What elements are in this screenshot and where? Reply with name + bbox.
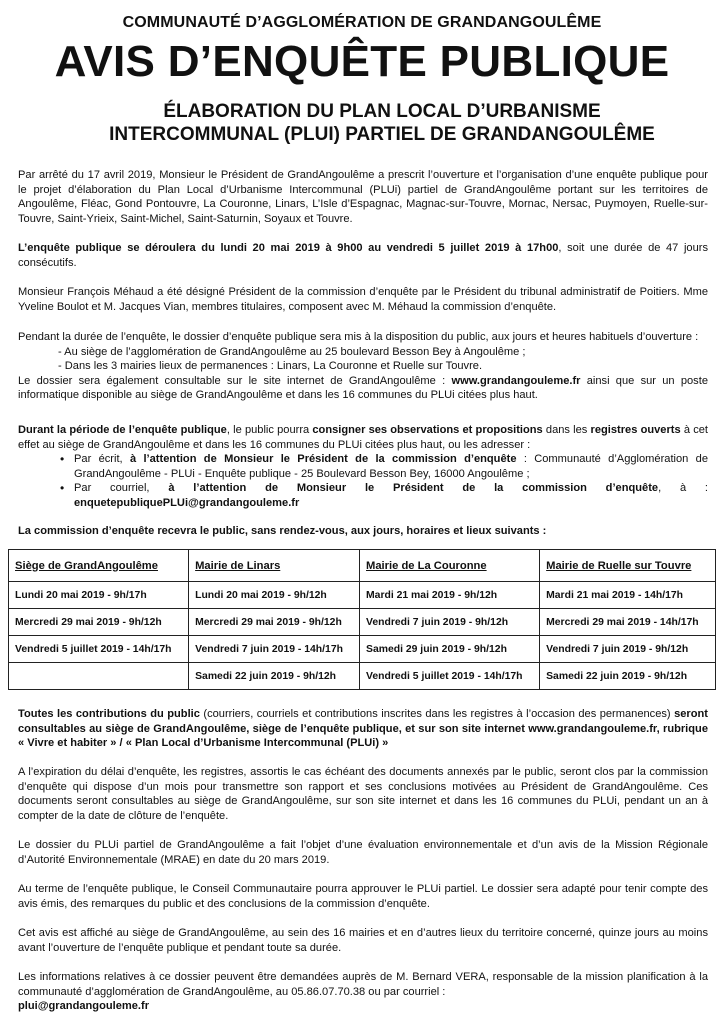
organization-name: COMMUNAUTÉ D’AGGLOMÉRATION DE GRANDANGOULÊME bbox=[122, 14, 602, 31]
contributions-text: (courriers, courriels et contributions inscrites dans les registres à l’occasion des permanences) bbox=[199, 708, 675, 720]
evaluation-text: Le dossier du PLUi partiel de GrandAngoulême a fait l’objet d’une évaluation environnementale et d’un avis de la Mission Régionale d’Autorité Environnementale (MRAE) en date du 20 mars 2019. bbox=[18, 839, 708, 866]
paragraph-availability bbox=[18, 330, 708, 403]
paragraph-closure bbox=[18, 765, 708, 823]
table-cell: Samedi 22 juin 2019 - 9h/12h bbox=[189, 663, 360, 690]
table-cell: Mercredi 29 mai 2019 - 9h/12h bbox=[189, 609, 360, 636]
table-cell: Samedi 22 juin 2019 - 9h/12h bbox=[540, 663, 716, 690]
table-row bbox=[9, 663, 716, 690]
registers-rest: à cet effet au siège de GrandAngoulême et dans les 16 communes du PLUi citées plus haut, ou les adresser : bbox=[18, 424, 708, 451]
email-prefix: Par courriel, bbox=[74, 482, 169, 494]
registers-text: dans les bbox=[542, 424, 591, 436]
email-recipient: à l’attention de Monsieur le Président de la commission d’enquête bbox=[168, 482, 659, 494]
table-cell: Lundi 20 mai 2019 - 9h/17h bbox=[9, 582, 189, 609]
contributions-consultable: seront consultables au siège de GrandAngoulême, siège de l’enquête publique, et sur son site internet www.grandangouleme.fr, rubrique « Vivre et habiter » / « Plan Local d’Urbanisme Intercommunal (PLUi) » bbox=[18, 708, 708, 749]
paragraph-commission bbox=[18, 285, 708, 314]
paragraph-schedule-intro bbox=[18, 524, 708, 539]
table-cell: Vendredi 7 juin 2019 - 14h/17h bbox=[189, 636, 360, 663]
col-header-siege: Siège de GrandAngoulême bbox=[9, 550, 189, 582]
table-cell: Vendredi 7 juin 2019 - 9h/12h bbox=[360, 609, 540, 636]
website-text-a: Le dossier sera également consultable sur le site internet de GrandAngoulême : bbox=[18, 374, 452, 387]
subtitle-line-1: ÉLABORATION DU PLAN LOCAL D’URBANISME bbox=[163, 101, 601, 122]
table-header-row bbox=[9, 550, 716, 582]
information-email[interactable]: plui@grandangouleme.fr bbox=[18, 1000, 150, 1012]
decree-text: Par arrêté du 17 avril 2019, Monsieur le Président de GrandAngoulême a prescrit l’ouverture et l’organisation d’une enquête publique pour le projet d’élaboration du Plan Local d’Urbanisme Intercommunal (PLUi) partiel de GrandAngoulême portant sur les territoires de Angoulême, Fléac, Gond Pontouvre, La Couronne, Linars, L’Isle d’Espagnac, Magnac-sur-Touvre, Mornac, Nersac, Puymoyen, Ruelle-sur-Touvre, Saint-Yrieix, Saint-Michel, Saint-Saturnin, Soyaux et Touvre. bbox=[18, 169, 708, 225]
col-header-linars: Mairie de Linars bbox=[189, 550, 360, 582]
information-text: Les informations relatives à ce dossier peuvent être demandées auprès de M. Bernard VERA, responsable de la mission planification à la communauté d’agglomération de GrandAngoulême, au 05.86.07.70.38 ou par courriel : bbox=[18, 971, 708, 998]
email-to: , à : bbox=[658, 482, 709, 494]
table-cell: Lundi 20 mai 2019 - 9h/12h bbox=[189, 582, 360, 609]
table-cell: Mercredi 29 mai 2019 - 14h/17h bbox=[540, 609, 716, 636]
table-cell: Mardi 21 mai 2019 - 14h/17h bbox=[540, 582, 716, 609]
paragraph-dates bbox=[18, 241, 708, 270]
closure-text: A l’expiration du délai d’enquête, les registres, assortis le cas échéant des documents annexés par le public, seront clos par la commission d’enquête qui dispose d’un mois pour transmettre son rapport et ses conclusions motivées au Président de GrandAngoulême. Ces documents seront consultables au siège de GrandAngoulême, sur son site internet et dans les 16 communes du PLUi, pendant un an à compter de la date de clôture de l’enquête. bbox=[18, 766, 708, 822]
table-row bbox=[9, 636, 716, 663]
table-cell: Vendredi 7 juin 2019 - 9h/12h bbox=[540, 636, 716, 663]
table-cell: Samedi 29 juin 2019 - 9h/12h bbox=[360, 636, 540, 663]
paragraph-evaluation bbox=[18, 838, 708, 867]
list-item bbox=[74, 481, 708, 510]
contributions-bold: Toutes les contributions du public bbox=[18, 708, 200, 720]
table-cell: Mardi 21 mai 2019 - 9h/12h bbox=[360, 582, 540, 609]
availability-text: Pendant la durée de l’enquête, le dossier d’enquête publique sera mis à la disposition du public, aux jours et heures habituels d’ouverture : bbox=[18, 331, 699, 343]
website-link[interactable]: www.grandangouleme.fr bbox=[451, 374, 581, 387]
availability-item-1: - Au siège de l’agglomération de GrandAngoulême au 25 boulevard Besson Bey à Angoulême ; bbox=[58, 345, 526, 358]
mail-recipient: à l’attention de Monsieur le Président de la commission d’enquête bbox=[129, 453, 517, 465]
col-header-ruelle: Mairie de Ruelle sur Touvre bbox=[540, 550, 716, 582]
availability-item-2: - Dans les 3 mairies lieux de permanences : Linars, La Couronne et Ruelle sur Touvre. bbox=[58, 360, 483, 372]
website-text-b: ainsi que sur un poste informatique disponible au siège de GrandAngoulême et dans les 16 communes du PLUi citées plus haut. bbox=[18, 374, 708, 401]
paragraph-information bbox=[18, 970, 708, 1014]
paragraph-display bbox=[18, 926, 708, 955]
email-link[interactable]: enquetepubliquePLUi@grandangouleme.fr bbox=[74, 496, 300, 509]
display-text: Cet avis est affiché au siège de GrandAngoulême, au sein des 16 mairies et en d’autres lieux du territoire concerné, quinze jours au moins avant l’ouverture de l’enquête publique et pendant toute sa durée. bbox=[18, 927, 708, 954]
mail-prefix: Par écrit, bbox=[74, 453, 130, 465]
notice-title: AVIS D’ENQUÊTE PUBLIQUE bbox=[54, 37, 670, 86]
registers-bold: registres ouverts bbox=[590, 424, 681, 436]
consign-bold: consigner ses observations et propositions bbox=[312, 424, 543, 436]
schedule-intro: La commission d’enquête recevra le public, sans rendez-vous, aux jours, horaires et lieux suivants : bbox=[18, 525, 547, 537]
period-text: , le public pourra bbox=[226, 424, 313, 436]
table-cell: Vendredi 5 juillet 2019 - 14h/17h bbox=[9, 636, 189, 663]
paragraph-approval bbox=[18, 882, 708, 911]
approval-text: Au terme de l’enquête publique, le Conseil Communautaire pourra approuver le PLUi partiel. Le dossier sera adapté pour tenir compte des avis émis, des remarques du public et des conclusions de la commission d’enquête. bbox=[18, 883, 708, 910]
notice-subtitle bbox=[40, 100, 724, 146]
table-cell bbox=[9, 663, 189, 690]
table-cell: Vendredi 5 juillet 2019 - 14h/17h bbox=[360, 663, 540, 690]
paragraph-contributions bbox=[18, 423, 708, 510]
table-row bbox=[9, 609, 716, 636]
table-row bbox=[9, 582, 716, 609]
list-item bbox=[74, 452, 708, 481]
mail-address: : Communauté d’Agglomération de GrandAngoulême - PLUi - Enquête publique - 25 Boulevard Besson Bey, 16000 Angoulême ; bbox=[74, 453, 709, 480]
col-header-couronne: Mairie de La Couronne bbox=[360, 550, 540, 582]
permanence-schedule-table bbox=[8, 549, 716, 690]
dates-rest: , soit une durée de 47 jours consécutifs. bbox=[18, 242, 708, 269]
period-bold: Durant la période de l’enquête publique bbox=[18, 424, 227, 436]
table-cell: Mercredi 29 mai 2019 - 9h/12h bbox=[9, 609, 189, 636]
commission-text: Monsieur François Méhaud a été désigné Président de la commission d’enquête par le Président du tribunal administratif de Poitiers. Mme Yveline Boulot et M. Jacques Vian, membres titulaires, composent avec M. Méhaud la commission d’enquête. bbox=[18, 286, 708, 313]
subtitle-line-2: INTERCOMMUNAL (PLUI) PARTIEL DE GRANDANGOULÊME bbox=[109, 124, 655, 145]
dates-bold: L’enquête publique se déroulera du lundi 20 mai 2019 à 9h00 au vendredi 5 juillet 2019 à 17h00 bbox=[18, 242, 559, 254]
contact-methods-list bbox=[18, 452, 708, 510]
paragraph-public-contributions bbox=[18, 707, 708, 751]
paragraph-decree bbox=[18, 168, 708, 226]
